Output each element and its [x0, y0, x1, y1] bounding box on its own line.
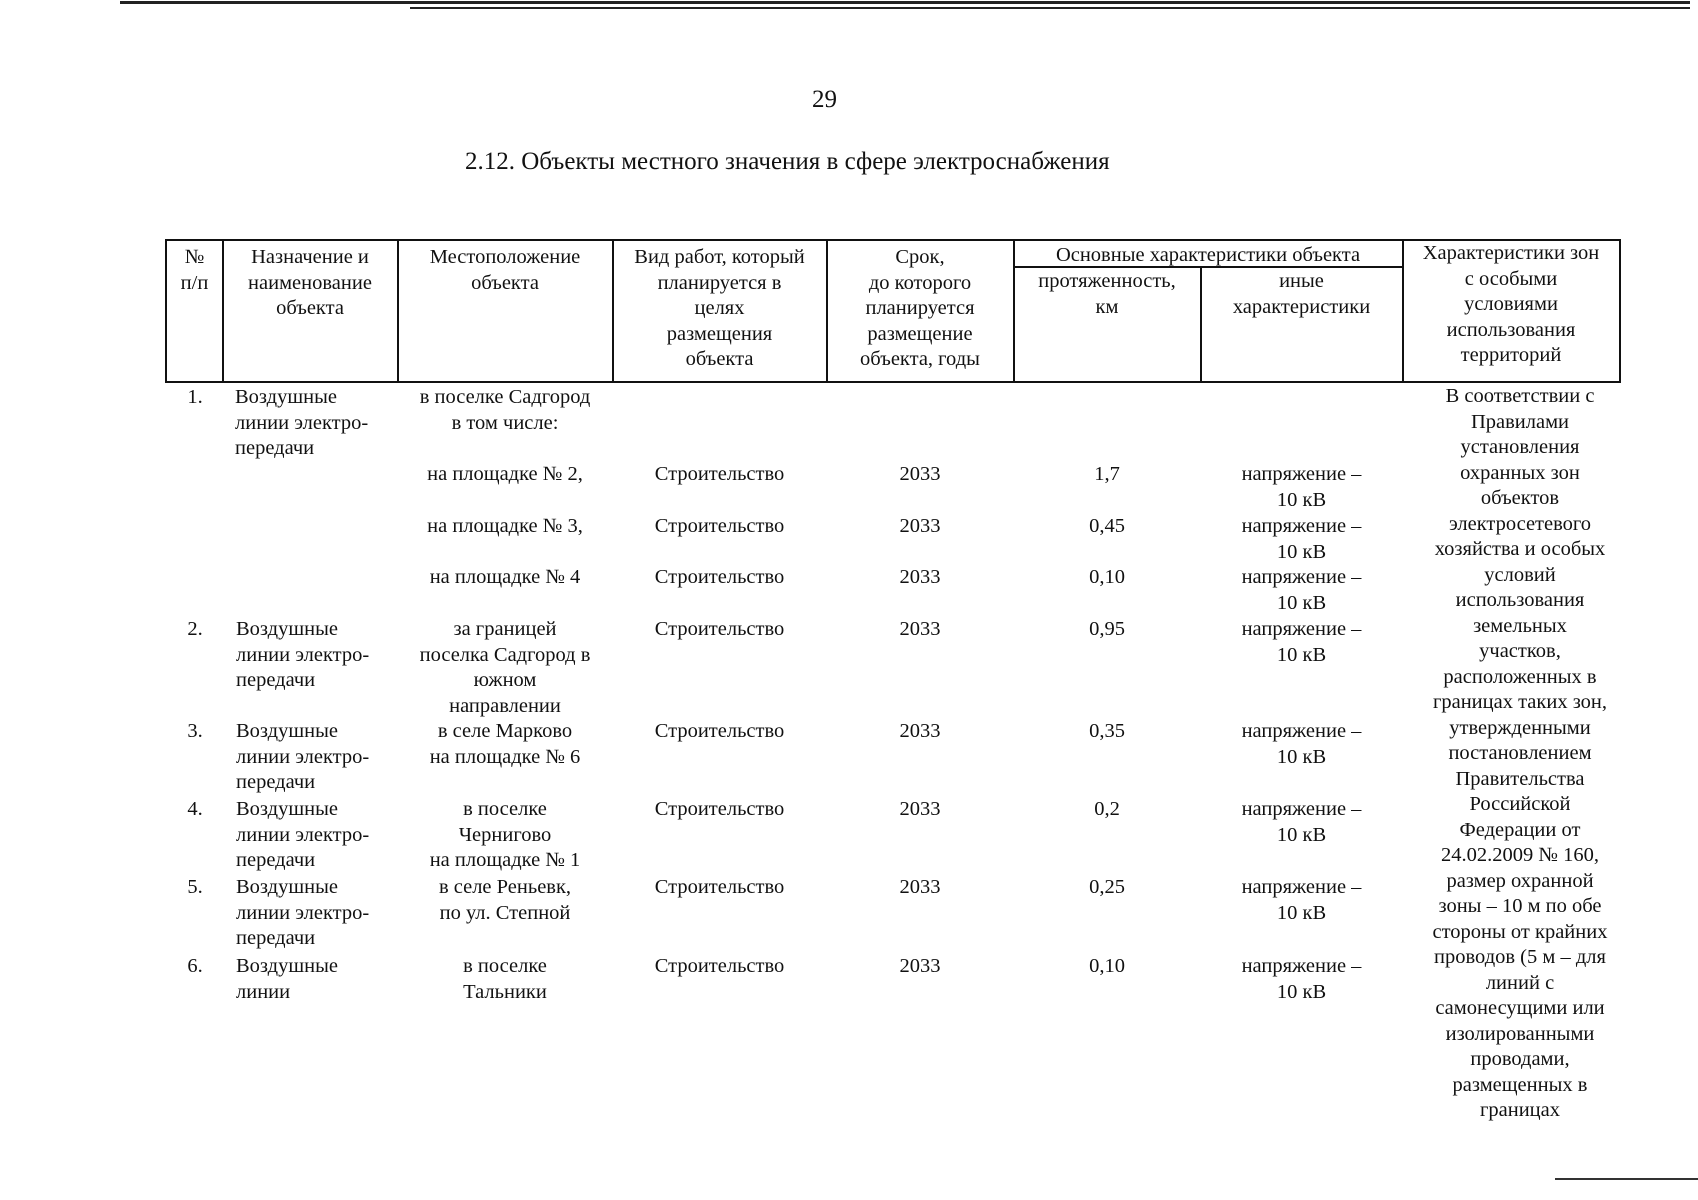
row-deadline: 2033	[899, 798, 941, 820]
top-page-rule	[120, 1, 1690, 4]
row-deadline: 2033	[899, 955, 941, 977]
row-other: напряжение – 10 кВ	[1241, 798, 1362, 846]
row-deadline: 2033	[899, 618, 941, 640]
row-work-type: Строительство	[654, 720, 785, 742]
row-other: напряжение – 10 кВ	[1241, 515, 1362, 563]
row-length: 0,35	[1089, 720, 1125, 742]
row-length: 0,10	[1089, 566, 1125, 588]
row-location: на площадке № 3,	[427, 515, 583, 537]
top-page-rule-secondary	[410, 7, 1690, 9]
row-length: 0,10	[1089, 955, 1125, 977]
row-location: на площадке № 4	[429, 566, 581, 588]
row-location: в селе Реньевк, по ул. Степной	[438, 876, 572, 924]
row-work-type: Строительство	[654, 955, 785, 977]
row-work-type: Строительство	[654, 798, 785, 820]
header-main-characteristics: Основные характеристики объекта	[1055, 244, 1361, 266]
row-purpose: Воздушные линии электро- передачи	[236, 798, 370, 871]
row-other: напряжение – 10 кВ	[1241, 566, 1362, 614]
header-length: протяженность, км	[1038, 270, 1176, 318]
row-length: 1,7	[1094, 463, 1120, 485]
header-purpose: Назначение и наименование объекта	[248, 246, 372, 319]
row-purpose: Воздушные линии электро- передачи	[236, 618, 370, 691]
header-location: Местоположение объекта	[429, 246, 581, 294]
row-location: в поселке Чернигово на площадке № 1	[429, 798, 581, 871]
row-work-type: Строительство	[654, 618, 785, 640]
row-work-type: Строительство	[654, 515, 785, 537]
header-number: № п/п	[180, 246, 209, 294]
row-number: 1.	[187, 386, 203, 408]
row-other: напряжение – 10 кВ	[1241, 463, 1362, 511]
row-number: 5.	[187, 876, 203, 898]
row-purpose: Воздушные линии электро- передачи	[236, 720, 370, 793]
row-length: 0,95	[1089, 618, 1125, 640]
row-location: в селе Марково на площадке № 6	[429, 720, 581, 768]
header-other-characteristics: иные характеристики	[1232, 270, 1371, 318]
row-length: 0,2	[1094, 798, 1120, 820]
row-purpose: Воздушные линии электро- передачи	[236, 876, 370, 949]
row-work-type: Строительство	[654, 463, 785, 485]
row-purpose: Воздушные линии	[236, 955, 338, 1003]
row-number: 2.	[187, 618, 203, 640]
row-deadline: 2033	[899, 566, 941, 588]
header-work-type: Вид работ, который планируется в целях размещения объекта	[634, 246, 805, 370]
header-deadline: Срок, до которого планируется размещение объекта, годы	[860, 246, 980, 370]
row-other: напряжение – 10 кВ	[1241, 618, 1362, 666]
row-deadline: 2033	[899, 720, 941, 742]
row-number: 6.	[187, 955, 203, 977]
row-deadline: 2033	[899, 876, 941, 898]
row-length: 0,45	[1089, 515, 1125, 537]
row-location: на площадке № 2,	[427, 463, 583, 485]
row-other: напряжение – 10 кВ	[1241, 720, 1362, 768]
table-right-border	[1619, 239, 1621, 383]
page-number: 29	[812, 86, 837, 113]
row-location: за границей поселка Садгород в южном направлении	[419, 618, 591, 717]
row-work-type: Строительство	[654, 876, 785, 898]
row-location: в поселке Тальники	[463, 955, 547, 1003]
row-number: 3.	[187, 720, 203, 742]
row-number: 4.	[187, 798, 203, 820]
header-zone-characteristics: Характеристики зон с особыми условиями использования территорий	[1422, 242, 1600, 366]
row-other: напряжение – 10 кВ	[1241, 955, 1362, 1003]
row-deadline: 2033	[899, 515, 941, 537]
section-title: 2.12. Объекты местного значения в сфере электроснабжения	[465, 148, 1110, 175]
row-work-type: Строительство	[654, 566, 785, 588]
row-purpose: Воздушные линии электро- передачи	[235, 386, 369, 459]
bottom-page-rule	[1555, 1178, 1698, 1180]
row-deadline: 2033	[899, 463, 941, 485]
row-location: в поселке Садгород в том числе:	[419, 386, 591, 434]
row-length: 0,25	[1089, 876, 1125, 898]
row-other: напряжение – 10 кВ	[1241, 876, 1362, 924]
zone-characteristics-text: В соответствии с Правилами установления охранных зон объектов электросетевого хозяйства и особых условий использования земельных участков, расположенных в границах таких зон, утвержденными постановлением Правительства Российской Федерации от 24.02.2009 № 160, размер охранной зоны – 10 м по обе стороны от крайних проводов (5 м – для линий с самонесущими или изолированными проводами, размещенных в границах	[1432, 385, 1608, 1121]
